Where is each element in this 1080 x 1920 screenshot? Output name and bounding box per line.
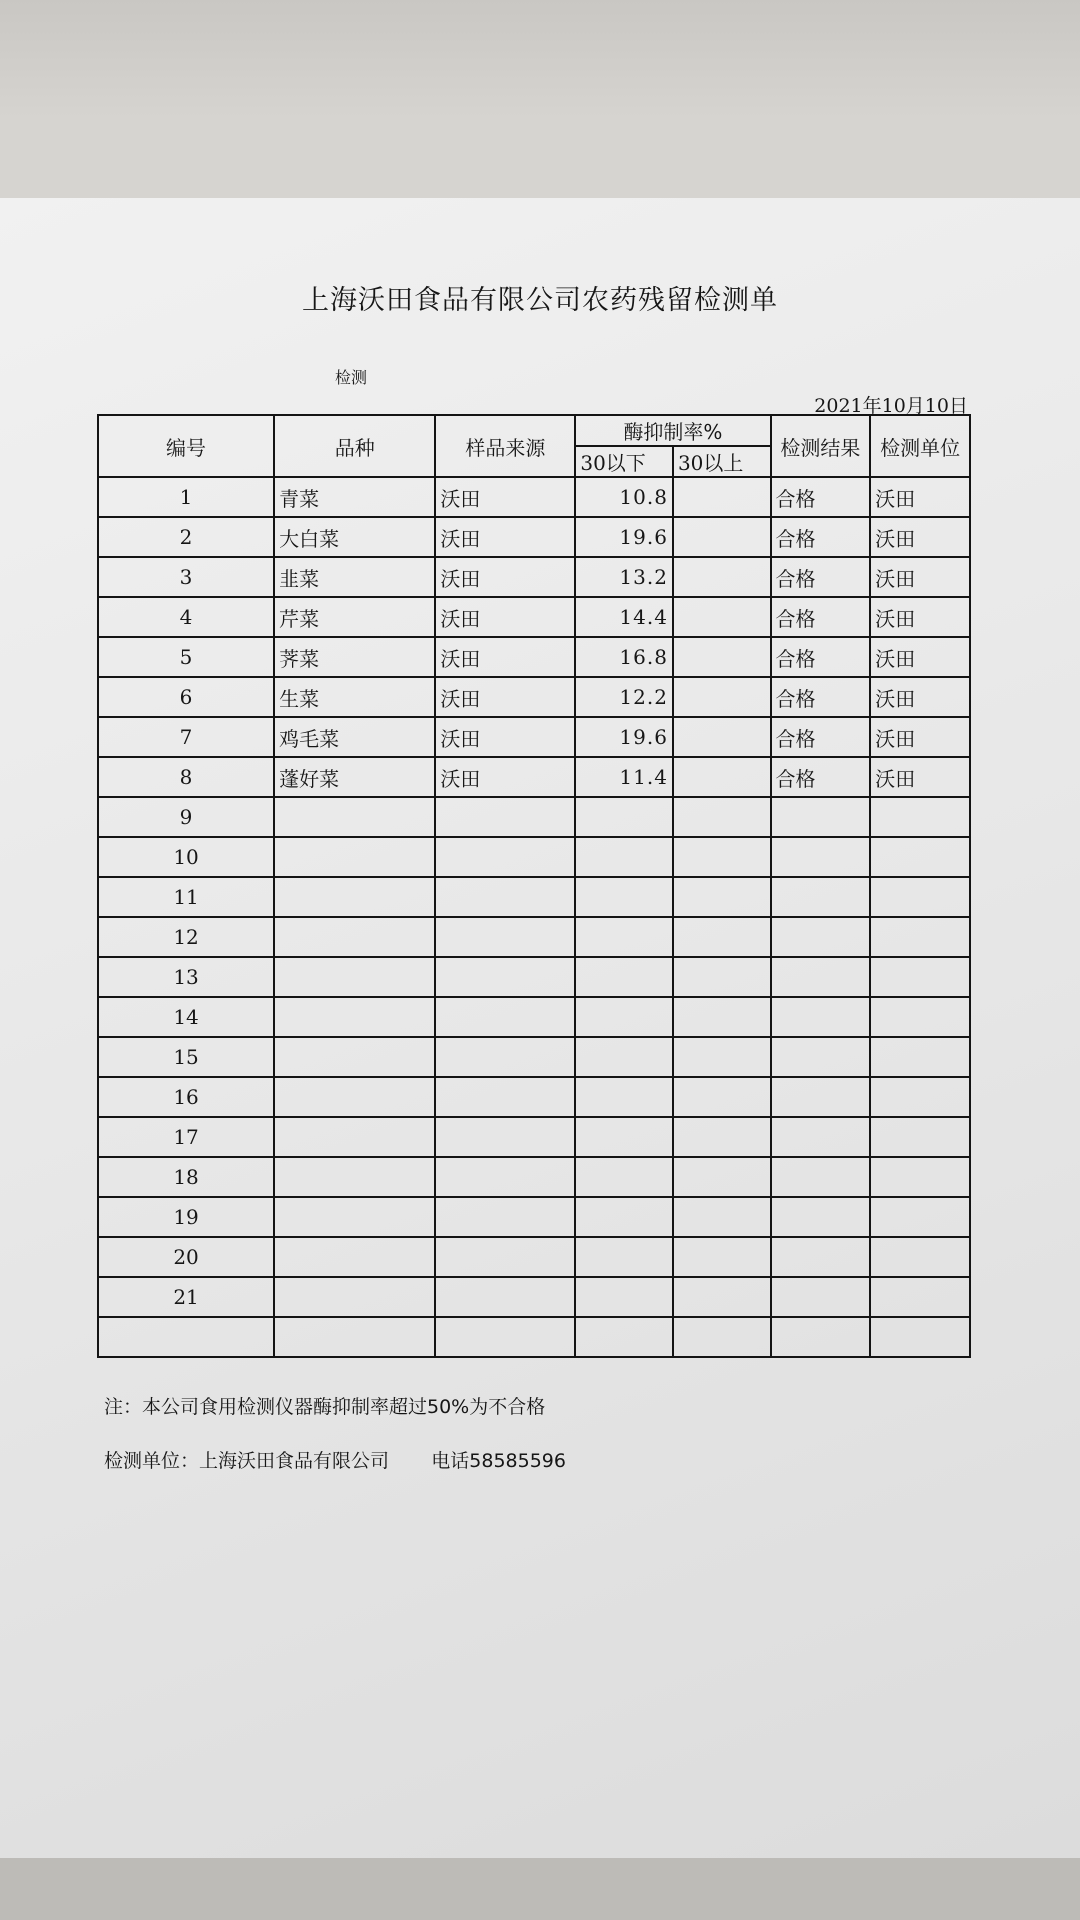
cell-result: 合格 — [771, 637, 871, 677]
cell-unit: 沃田 — [870, 757, 970, 797]
table-row — [98, 1237, 970, 1277]
cell-rate-above-30 — [673, 1117, 771, 1157]
cell-source — [435, 957, 575, 997]
cell-result — [771, 1117, 871, 1157]
cell-result: 合格 — [771, 477, 871, 517]
cell-rate-above-30 — [673, 997, 771, 1037]
cell-variety: 荠菜 — [274, 637, 435, 677]
cell-source: 沃田 — [435, 477, 575, 517]
cell-variety — [274, 957, 435, 997]
cell-variety — [274, 1157, 435, 1197]
cell-result: 合格 — [771, 717, 871, 757]
cell-rate-below-30 — [575, 1237, 673, 1277]
cell-no: 15 — [98, 1037, 274, 1077]
cell-source: 沃田 — [435, 637, 575, 677]
cell-unit — [870, 1237, 970, 1277]
cell-rate-above-30 — [673, 1197, 771, 1237]
document-date: 2021年10月10日 — [814, 395, 968, 417]
cell-rate-below-30: 14.4 — [575, 597, 673, 637]
header-unit: 检测单位 — [870, 415, 970, 477]
cell-unit — [870, 877, 970, 917]
cell-rate-below-30: 19.6 — [575, 717, 673, 757]
table-row — [98, 637, 970, 677]
cell-source — [435, 1197, 575, 1237]
cell-rate-below-30 — [575, 797, 673, 837]
document-subtitle: 检测 — [335, 368, 368, 387]
cell-unit: 沃田 — [870, 597, 970, 637]
cell-result: 合格 — [771, 517, 871, 557]
cell-rate-above-30 — [673, 1237, 771, 1277]
table-row — [98, 997, 970, 1037]
cell-variety: 大白菜 — [274, 517, 435, 557]
cell-no: 10 — [98, 837, 274, 877]
cell-unit — [870, 997, 970, 1037]
cell-source: 沃田 — [435, 717, 575, 757]
cell-unit — [870, 957, 970, 997]
cell-no: 12 — [98, 917, 274, 957]
cell-no: 16 — [98, 1077, 274, 1117]
cell-unit: 沃田 — [870, 717, 970, 757]
cell-unit — [870, 1117, 970, 1157]
table-header — [98, 415, 970, 477]
cell-rate-below-30 — [575, 957, 673, 997]
cell-variety: 生菜 — [274, 677, 435, 717]
cell-source — [435, 1157, 575, 1197]
cell-rate-above-30 — [673, 757, 771, 797]
cell-no: 19 — [98, 1197, 274, 1237]
cell-rate-above-30 — [673, 917, 771, 957]
cell-unit — [870, 837, 970, 877]
cell-no: 8 — [98, 757, 274, 797]
cell-rate-above-30 — [673, 1037, 771, 1077]
cell-rate-above-30 — [673, 1157, 771, 1197]
table-row — [98, 717, 970, 757]
table-row — [98, 557, 970, 597]
table-row — [98, 1197, 970, 1237]
cell-variety: 青菜 — [274, 477, 435, 517]
cell-rate-above-30 — [673, 1077, 771, 1117]
cell-rate-below-30 — [575, 1197, 673, 1237]
cell-rate-above-30 — [673, 717, 771, 757]
cell-result — [771, 917, 871, 957]
cell-rate-below-30 — [575, 837, 673, 877]
header-inhibition-rate: 酶抑制率% — [575, 415, 770, 446]
header-source: 样品来源 — [435, 415, 575, 477]
cell-variety — [274, 1277, 435, 1317]
cell-no: 7 — [98, 717, 274, 757]
cell-source — [435, 1037, 575, 1077]
cell-no: 17 — [98, 1117, 274, 1157]
cell-no: 13 — [98, 957, 274, 997]
header-rate-below-30: 30以下 — [575, 446, 673, 477]
cell-variety — [274, 917, 435, 957]
cell-rate-above-30 — [673, 837, 771, 877]
cell-unit — [870, 1317, 970, 1357]
cell-unit: 沃田 — [870, 477, 970, 517]
background-surface — [0, 1858, 1080, 1920]
cell-source — [435, 797, 575, 837]
cell-unit: 沃田 — [870, 637, 970, 677]
cell-unit: 沃田 — [870, 517, 970, 557]
cell-rate-above-30 — [673, 557, 771, 597]
cell-variety: 芹菜 — [274, 597, 435, 637]
cell-rate-below-30: 16.8 — [575, 637, 673, 677]
cell-result — [771, 1077, 871, 1117]
cell-source: 沃田 — [435, 597, 575, 637]
lab-contact: 检测单位：上海沃田食品有限公司 电话58585596 — [104, 1450, 566, 1472]
cell-no: 20 — [98, 1237, 274, 1277]
header-result: 检测结果 — [771, 415, 871, 477]
cell-rate-below-30 — [575, 1277, 673, 1317]
cell-source: 沃田 — [435, 757, 575, 797]
cell-rate-above-30 — [673, 797, 771, 837]
table-row — [98, 1037, 970, 1077]
table-row — [98, 1317, 970, 1357]
cell-no: 1 — [98, 477, 274, 517]
table-row — [98, 1077, 970, 1117]
cell-no: 2 — [98, 517, 274, 557]
cell-unit — [870, 1277, 970, 1317]
cell-result: 合格 — [771, 677, 871, 717]
cell-source — [435, 917, 575, 957]
cell-source — [435, 1237, 575, 1277]
cell-result — [771, 1317, 871, 1357]
cell-result — [771, 837, 871, 877]
table-row — [98, 677, 970, 717]
cell-variety — [274, 837, 435, 877]
cell-rate-above-30 — [673, 957, 771, 997]
document-title: 上海沃田食品有限公司农药残留检测单 — [302, 285, 778, 316]
cell-variety — [274, 1037, 435, 1077]
cell-rate-above-30 — [673, 1317, 771, 1357]
header-rate-above-30: 30以上 — [673, 446, 771, 477]
cell-source — [435, 1317, 575, 1357]
cell-rate-below-30: 11.4 — [575, 757, 673, 797]
cell-unit: 沃田 — [870, 557, 970, 597]
cell-rate-below-30 — [575, 1317, 673, 1357]
cell-source: 沃田 — [435, 517, 575, 557]
cell-source — [435, 1077, 575, 1117]
residue-test-table — [97, 414, 971, 1358]
cell-rate-above-30 — [673, 877, 771, 917]
cell-no: 3 — [98, 557, 274, 597]
table-row — [98, 797, 970, 837]
cell-no: 9 — [98, 797, 274, 837]
cell-rate-below-30: 12.2 — [575, 677, 673, 717]
cell-source — [435, 837, 575, 877]
footnote: 注：本公司食用检测仪器酶抑制率超过50%为不合格 — [104, 1396, 546, 1418]
cell-result — [771, 957, 871, 997]
cell-unit — [870, 1197, 970, 1237]
cell-no: 6 — [98, 677, 274, 717]
cell-rate-below-30: 19.6 — [575, 517, 673, 557]
cell-variety — [274, 997, 435, 1037]
cell-unit — [870, 917, 970, 957]
cell-variety: 韭菜 — [274, 557, 435, 597]
table-row — [98, 1157, 970, 1197]
cell-variety: 蓬好菜 — [274, 757, 435, 797]
cell-no — [98, 1317, 274, 1357]
cell-rate-above-30 — [673, 597, 771, 637]
table-row — [98, 597, 970, 637]
cell-result: 合格 — [771, 597, 871, 637]
cell-result: 合格 — [771, 757, 871, 797]
table-row — [98, 837, 970, 877]
cell-unit: 沃田 — [870, 677, 970, 717]
cell-rate-below-30 — [575, 917, 673, 957]
cell-rate-below-30 — [575, 877, 673, 917]
cell-unit — [870, 1157, 970, 1197]
cell-rate-above-30 — [673, 677, 771, 717]
cell-unit — [870, 797, 970, 837]
cell-result — [771, 1237, 871, 1277]
cell-result — [771, 797, 871, 837]
header-variety: 品种 — [274, 415, 435, 477]
cell-source — [435, 997, 575, 1037]
cell-variety — [274, 1077, 435, 1117]
cell-result — [771, 1157, 871, 1197]
header-no: 编号 — [98, 415, 274, 477]
cell-rate-below-30 — [575, 1117, 673, 1157]
cell-result — [771, 1277, 871, 1317]
cell-no: 18 — [98, 1157, 274, 1197]
cell-no: 11 — [98, 877, 274, 917]
table-row — [98, 1277, 970, 1317]
cell-source: 沃田 — [435, 677, 575, 717]
table-row — [98, 1117, 970, 1157]
cell-source — [435, 1117, 575, 1157]
cell-result — [771, 997, 871, 1037]
cell-no: 21 — [98, 1277, 274, 1317]
cell-result — [771, 1197, 871, 1237]
table-row — [98, 517, 970, 557]
cell-rate-below-30 — [575, 1157, 673, 1197]
table-row — [98, 757, 970, 797]
cell-variety — [274, 1237, 435, 1277]
cell-rate-above-30 — [673, 477, 771, 517]
cell-rate-below-30 — [575, 997, 673, 1037]
cell-variety — [274, 1197, 435, 1237]
cell-source: 沃田 — [435, 557, 575, 597]
cell-unit — [870, 1037, 970, 1077]
cell-rate-below-30 — [575, 1037, 673, 1077]
cell-no: 5 — [98, 637, 274, 677]
cell-result — [771, 877, 871, 917]
table-body — [98, 477, 970, 1357]
cell-source — [435, 1277, 575, 1317]
cell-variety — [274, 877, 435, 917]
cell-result — [771, 1037, 871, 1077]
cell-rate-below-30: 13.2 — [575, 557, 673, 597]
cell-result: 合格 — [771, 557, 871, 597]
cell-variety — [274, 1317, 435, 1357]
table-row — [98, 957, 970, 997]
table-row — [98, 477, 970, 517]
table-row — [98, 917, 970, 957]
cell-source — [435, 877, 575, 917]
cell-variety: 鸡毛菜 — [274, 717, 435, 757]
cell-rate-above-30 — [673, 637, 771, 677]
cell-variety — [274, 797, 435, 837]
cell-no: 14 — [98, 997, 274, 1037]
cell-rate-below-30 — [575, 1077, 673, 1117]
table-row — [98, 877, 970, 917]
cell-rate-above-30 — [673, 517, 771, 557]
cell-rate-below-30: 10.8 — [575, 477, 673, 517]
cell-variety — [274, 1117, 435, 1157]
cell-no: 4 — [98, 597, 274, 637]
cell-rate-above-30 — [673, 1277, 771, 1317]
cell-unit — [870, 1077, 970, 1117]
